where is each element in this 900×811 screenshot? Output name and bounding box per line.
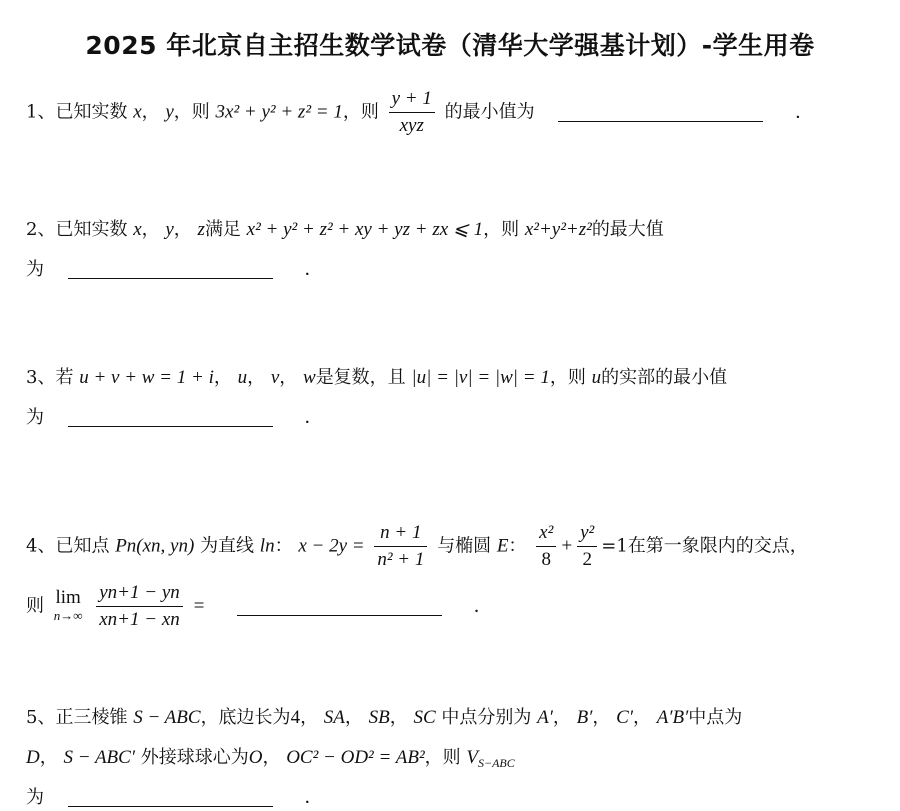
q4-mid1: 为直线 — [200, 535, 255, 557]
q4-prefix: 4、已知点 — [26, 535, 110, 557]
q1-fraction — [389, 88, 435, 137]
q3-then: ，则 — [549, 367, 586, 388]
question-2: 2、已知实数 x， y， z满足 x² + y² + z² + xy + yz + zx ⩽ 1，则 x²+y²+z²的最大值 — [26, 219, 664, 240]
q4-answer-blank[interactable] — [237, 597, 442, 616]
q5-volume: $V_{S-ABC}$ — [466, 747, 515, 770]
question-4: 4、已知点 Pn(xn, yn) 为直线 ln： x − 2y = $\frac{n + 1}{\text{n² + 1}}$ 与椭圆 E： $\frac{\text{x²}}{8}$ + $\frac{\text{y²}}{2}$ =1在第一象限内的交点， — [26, 522, 808, 570]
q4-limit: lim n→∞ — [53, 586, 83, 623]
q2-answer-blank[interactable] — [68, 260, 273, 279]
q4-limit-fraction: $\frac{yn+1 - yn}{xn+1 - xn}$ — [96, 582, 183, 631]
q1-var-y: y — [165, 101, 174, 123]
q4-tail: 在第一象限内的交点， — [627, 535, 808, 557]
q1-tail: 的最小值为 — [444, 101, 535, 123]
question-3: 3、若 u + v + w = 1 + i， u， v， w是复数，且 |u| = |v| = |w| = 1，则 u的实部的最小值 — [26, 367, 728, 388]
question-4-limit-line: 则 lim n→∞ $\frac{yn+1 - yn}{xn+1 - xn}$ = ． — [26, 582, 492, 630]
q5-solid: S − ABC — [133, 707, 201, 728]
question-1: 1、已知实数 x， y，则 3x² + y² + z² = 1，则 $\frac{y + 1}{\text{xyz}}$ 的最小值为 ． — [26, 88, 814, 136]
question-5: 5、正三棱锥 S − ABC，底边长为4， SA， SB， SC 中点分别为 A′， B′， C′， A′B′中点为 — [26, 707, 743, 728]
q3-tail: 的实部的最小值 — [601, 367, 728, 388]
q2-tail: 的最大值 — [591, 219, 664, 240]
q5-answer-blank[interactable] — [68, 788, 273, 807]
q2-cond-prefix: 满足 — [204, 219, 241, 240]
q3-equation: u + v + w = 1 + i — [79, 367, 214, 388]
q4-line-name: ln — [259, 535, 275, 557]
q4-ellipse: E — [496, 535, 509, 557]
q1-equation: 3x² + y² + z² = 1 — [215, 101, 343, 123]
q1-fraction-denominator: xyz — [399, 115, 424, 136]
q2-prefix: 2、已知实数 — [26, 219, 128, 240]
q4-point: Pn(xn, yn) — [115, 535, 195, 557]
q5-prefix: 5、正三棱锥 — [26, 707, 128, 728]
q4-mid2: 与椭圆 — [437, 535, 492, 557]
q1-fraction-numerator: y + 1 — [389, 88, 435, 113]
q4-lhs: x − 2y = — [298, 535, 365, 557]
q3-answer-blank[interactable] — [68, 408, 273, 427]
q2-expression: x²+y²+z² — [524, 219, 592, 240]
q1-then2: ，则 — [342, 101, 379, 123]
q5-condition: OC² − OD² = AB² — [286, 747, 425, 768]
q1-then: ，则 — [173, 101, 210, 123]
q4-ellipse-frac-2: $\frac{\text{y²}}{2}$ — [577, 522, 597, 571]
q3-prefix: 3、若 — [26, 367, 74, 388]
q1-var-x: x — [133, 101, 142, 123]
question-5-answer-line: 为 ． — [26, 787, 323, 808]
q1-answer-blank[interactable] — [558, 103, 763, 122]
q3-complex: 是复数，且 — [315, 367, 406, 388]
q1-prefix: 1、已知实数 — [26, 101, 128, 123]
q4-fraction: $\frac{n + 1}{\text{n² + 1}}$ — [374, 522, 427, 571]
q3-abs: |u| = |v| = |w| = 1 — [411, 367, 550, 388]
question-5-line-2: D， S − ABC′ 外接球球心为O， OC² − OD² = AB²，则 $V_{S-ABC}$ — [26, 747, 515, 770]
question-3-answer-line: 为 ． — [26, 407, 323, 428]
question-2-answer-line: 为 ． — [26, 259, 323, 280]
q2-then: ，则 — [483, 219, 520, 240]
q2-condition: x² + y² + z² + xy + yz + zx ⩽ 1 — [246, 219, 484, 240]
page-title: 2025 年北京自主招生数学试卷（清华大学强基计划）-学生用卷 — [85, 31, 815, 60]
q4-ellipse-frac-1: $\frac{\text{x²}}{8}$ — [536, 522, 556, 571]
